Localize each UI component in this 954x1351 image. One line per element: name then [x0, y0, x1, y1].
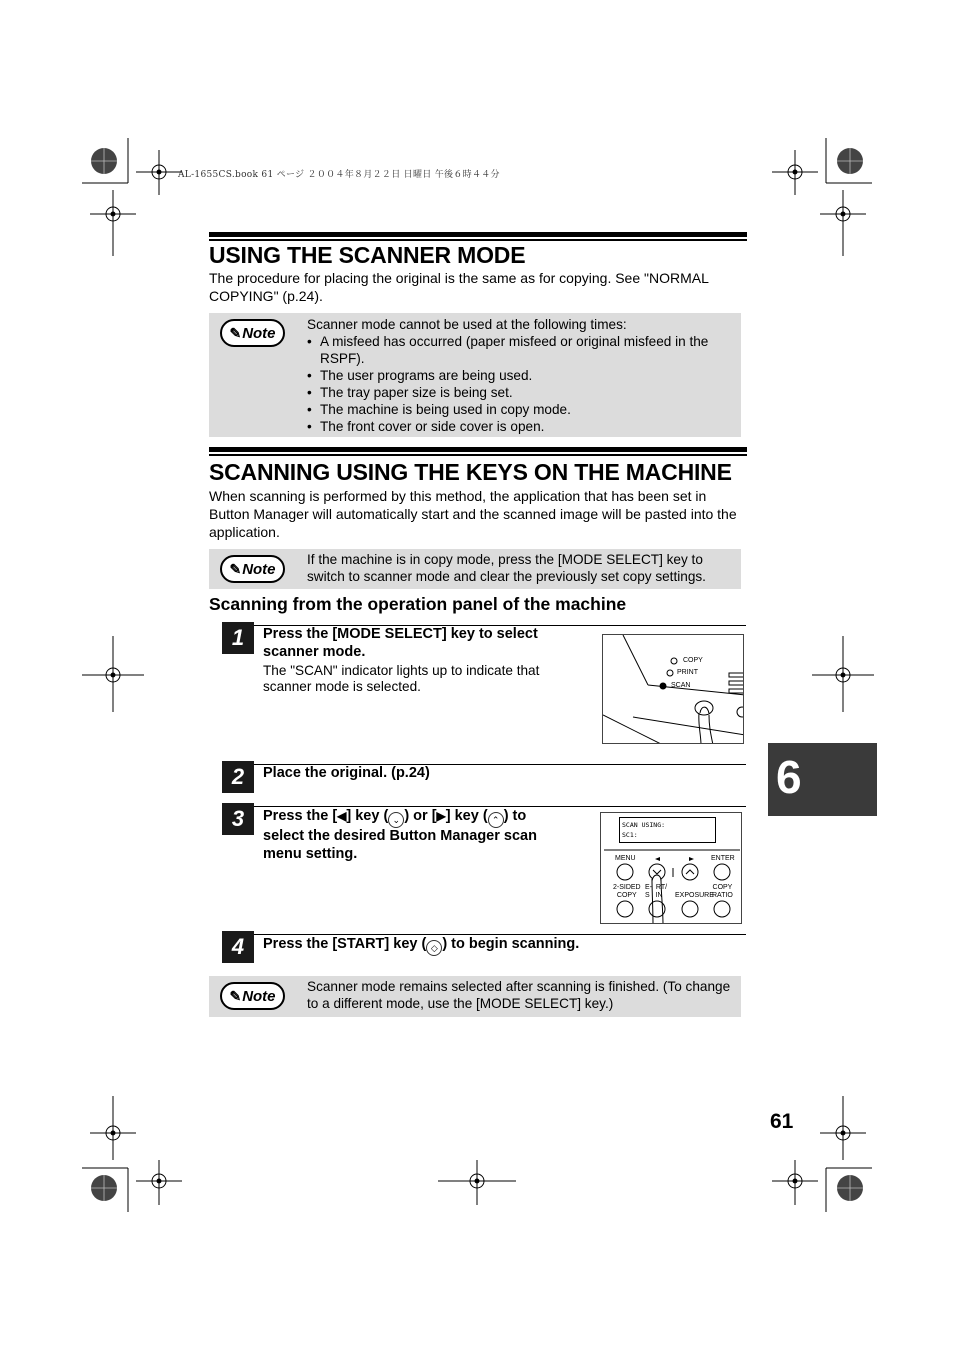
step-text: ) to — [503, 808, 527, 824]
copy-indicator-label: COPY — [683, 657, 703, 664]
label-line: 2-SIDED — [613, 884, 641, 891]
note-text — [307, 316, 735, 435]
menu-key-label: MENU — [615, 855, 636, 862]
step-text: ] key ( — [445, 808, 488, 824]
section-rule-thick — [209, 232, 747, 237]
chapter-tab: 6 — [768, 743, 877, 816]
step-text: menu setting. — [263, 845, 358, 862]
list-item: • The user programs are being used. — [307, 367, 735, 384]
lcd-line: SCAN USING: — [622, 821, 666, 829]
section-intro: When scanning is performed by this method, the application that has been set in Button Manager will automatically start and the scanned image will be pasted into the application. — [209, 488, 737, 540]
print-header-line: AL-1655CS.book 61 ページ ２００４年８月２２日 日曜日 午後６時４４分 — [178, 170, 500, 180]
step-title — [263, 936, 579, 956]
section-rule-thick — [209, 447, 747, 452]
note-badge — [220, 319, 285, 347]
step-text: ) to begin scanning. — [442, 936, 580, 952]
step-text: Press the [START] key ( — [263, 936, 427, 952]
note-badge — [220, 982, 285, 1010]
sort-key-label — [645, 884, 667, 900]
print-indicator-label: PRINT — [677, 669, 698, 676]
step-rule — [222, 934, 746, 935]
step-title — [263, 808, 593, 863]
enter-key-label: ENTER — [711, 855, 735, 862]
step-description: The "SCAN" indicator lights up to indicate that scanner mode is selected. — [263, 663, 540, 694]
note-box — [209, 976, 741, 1017]
note-badge-label: Note — [242, 560, 276, 578]
pencil-icon: ✎ — [229, 560, 242, 577]
lcd-line: SC1: — [622, 831, 638, 839]
panel-drawing — [603, 635, 744, 744]
note-text: If the machine is in copy mode, press the [MODE SELECT] key to switch to scanner mode and clear the previously set copy settings. — [307, 552, 706, 584]
label-line: RATIO — [712, 892, 733, 899]
list-item: • A misfeed has occurred (paper misfeed or original misfeed in the RSPF). — [307, 333, 735, 367]
step-number: 2 — [222, 761, 254, 793]
section-title-scanning-keys: SCANNING USING THE KEYS ON THE MACHINE — [209, 459, 732, 485]
pencil-icon: ✎ — [229, 987, 242, 1004]
exposure-key-label: EXPOSURE — [675, 892, 714, 899]
label-line: COPY — [712, 884, 733, 891]
step-text: ] key ( — [346, 808, 389, 824]
section-rule-thin — [209, 239, 747, 241]
note-lead: Scanner mode cannot be used at the following times: — [307, 317, 627, 332]
page-number: 61 — [770, 1110, 794, 1133]
right-arrow-icon: ▶ — [436, 809, 446, 823]
note-badge-label: Note — [242, 324, 276, 342]
note-badge — [220, 555, 285, 583]
step-number: 4 — [222, 931, 254, 963]
mode-select-panel-illustration — [602, 634, 744, 744]
label-line: S IN — [645, 892, 663, 899]
scan-indicator-label: SCAN — [671, 682, 691, 689]
step-title: Press the [MODE SELECT] key to select scanner mode. — [263, 626, 538, 660]
subheading: Scanning from the operation panel of the machine — [209, 594, 627, 614]
section-title-scanner-mode: USING THE SCANNER MODE — [209, 242, 526, 268]
pencil-icon: ✎ — [229, 324, 242, 341]
label-line: E- RT/ — [645, 884, 668, 891]
step-number: 1 — [222, 622, 254, 654]
note-list — [307, 333, 735, 435]
two-sided-copy-label — [613, 884, 641, 900]
down-key-icon: ⌄ — [388, 812, 404, 828]
label-line: COPY — [616, 892, 637, 899]
section-rule-thin — [209, 454, 747, 456]
operation-panel-illustration — [600, 812, 742, 924]
step-rule — [222, 806, 746, 807]
list-item: • The tray paper size is being set. — [307, 384, 735, 401]
list-item: • The front cover or side cover is open. — [307, 418, 735, 435]
note-badge-label: Note — [242, 987, 276, 1005]
panel-keys-drawing — [601, 813, 742, 924]
start-key-icon: ◇ — [426, 940, 442, 956]
left-arrow-icon: ◀ — [337, 809, 347, 823]
step-number: 3 — [222, 803, 254, 835]
step-text: ) or [ — [404, 808, 437, 824]
note-box — [209, 549, 741, 589]
copy-ratio-label — [712, 884, 733, 900]
list-item: • The machine is being used in copy mode. — [307, 401, 735, 418]
up-key-icon: ⌃ — [488, 812, 504, 828]
step-text: select the desired Button Manager scan — [263, 828, 537, 844]
step-title: Place the original. (p.24) — [263, 765, 430, 781]
note-text: Scanner mode remains selected after scanning is finished. (To change to a different mode, use the [MODE SELECT] key.) — [307, 979, 731, 1011]
note-box — [209, 313, 741, 437]
section-intro: The procedure for placing the original is the same as for copying. See "NORMAL COPYING" (p.24). — [209, 270, 709, 304]
step-text: Press the [ — [263, 808, 338, 824]
